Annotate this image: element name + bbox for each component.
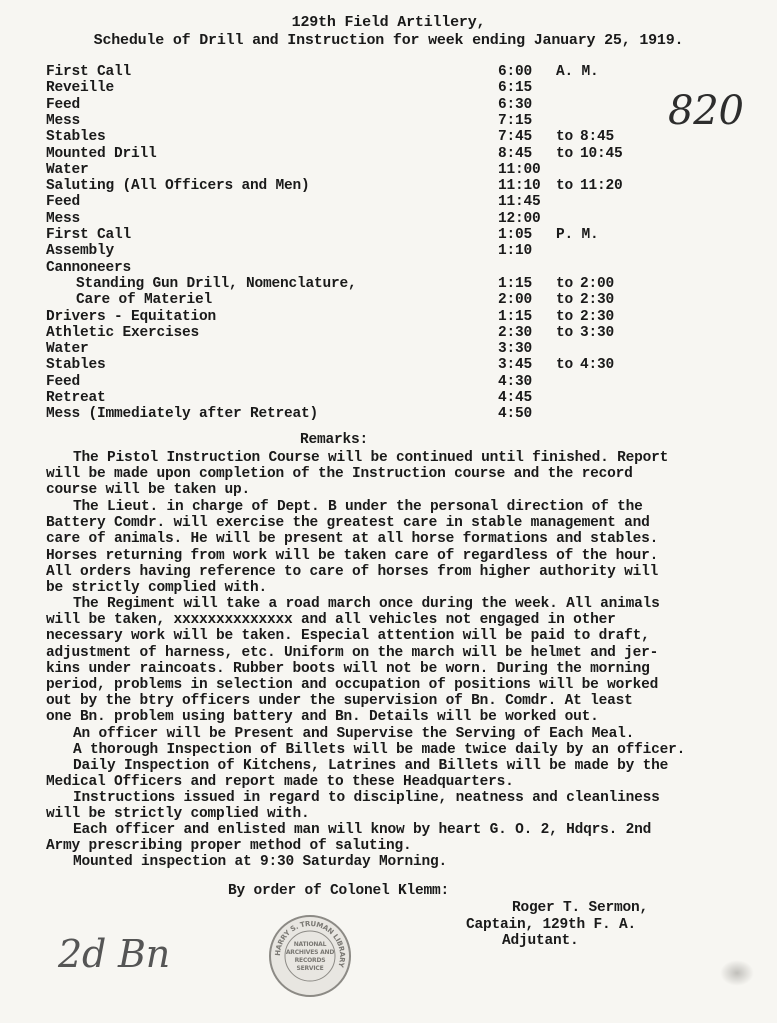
remark-billet-inspection <box>46 742 746 758</box>
start-time: 4:45 <box>498 390 533 406</box>
text-line: necessary work will be taken. Especial attention will be paid to draft, <box>46 628 650 645</box>
start-time: 1:10 <box>498 243 533 260</box>
end-time: 4:30 <box>580 357 615 374</box>
remark-saluting <box>46 822 746 854</box>
ink-stain <box>720 960 754 986</box>
time-separator: to <box>556 129 574 146</box>
time-separator: to <box>556 292 574 309</box>
unit-heading: 129th Field Artillery, <box>291 14 486 31</box>
text-line: Mounted inspection at 9:30 Saturday Morning. <box>73 854 448 870</box>
text-line: Daily Inspection of Kitchens, Latrines and Billets will be made by the <box>73 758 669 774</box>
activity-label: Cannoneers <box>46 259 132 276</box>
stamp-line: NATIONAL <box>293 941 327 948</box>
closing-line: By order of Colonel Klemm: <box>228 883 450 899</box>
activity-label: Assembly <box>46 243 115 260</box>
schedule-row <box>46 211 746 228</box>
remark-mounted-inspection <box>46 854 746 870</box>
schedule-row <box>46 80 746 97</box>
schedule-row <box>46 341 746 358</box>
text-line: period, problems in selection and occupation of positions will be worked <box>46 676 659 693</box>
remark-meal-officer <box>46 726 746 742</box>
start-time: 1:05 <box>498 227 533 243</box>
schedule-row <box>46 194 746 211</box>
start-time: 11:00 <box>498 161 541 178</box>
text-line: Each officer and enlisted man will know by heart G. O. 2, Hdqrs. 2nd <box>73 822 652 838</box>
text-line: out by the btry officers under the supervision of Bn. Comdr. At least <box>46 693 633 710</box>
text-line: An officer will be Present and Supervise the Serving of Each Meal. <box>73 726 635 742</box>
signer-title: Adjutant. <box>502 933 579 949</box>
text-line: All orders having reference to care of horses from higher authority will <box>46 563 659 580</box>
start-time: 11:45 <box>498 194 541 211</box>
end-time: 2:30 <box>580 292 615 309</box>
activity-label: Standing Gun Drill, Nomenclature, <box>76 275 357 292</box>
text-line: Horses returning from work will be taken care of regardless of the hour. <box>46 547 659 564</box>
time-separator: to <box>556 357 574 374</box>
text-line: will be taken, xxxxxxxxxxxxxx and all vehicles not engaged in other <box>46 612 616 629</box>
text-line: Army prescribing proper method of saluting. <box>46 838 412 855</box>
handwritten-note: 2d Bn <box>58 932 170 976</box>
activity-label: Mounted Drill <box>46 145 157 162</box>
schedule-row <box>46 129 746 146</box>
activity-label: Mess <box>46 210 81 227</box>
end-time: 2:30 <box>580 308 615 325</box>
stamp-ring-text: HARRY S. TRUMAN LIBRARY <box>273 919 347 969</box>
activity-label: Mess (Immediately after Retreat) <box>46 406 319 423</box>
start-time: 12:00 <box>498 210 541 227</box>
text-line: one Bn. problem using battery and Bn. Details will be worked out. <box>46 709 599 726</box>
end-time: 10:45 <box>580 145 623 162</box>
time-separator: to <box>556 145 574 162</box>
remarks-heading: Remarks: <box>300 432 369 448</box>
activity-label: Stables <box>46 129 106 146</box>
schedule-row <box>46 276 746 293</box>
end-time: 11:20 <box>580 178 623 195</box>
remark-kitchen-inspection <box>46 758 746 790</box>
activity-label: First Call <box>46 64 132 80</box>
schedule-row <box>46 64 746 81</box>
start-time: 4:50 <box>498 406 533 423</box>
activity-label: Stables <box>46 357 106 374</box>
schedule-title: Schedule of Drill and Instruction for week ending January 25, 1919. <box>93 32 684 49</box>
remark-pistol-course <box>46 450 746 499</box>
time-separator: to <box>556 178 574 195</box>
start-time: 6:30 <box>498 96 533 113</box>
schedule-row <box>46 113 746 130</box>
activity-label: Retreat <box>46 390 106 406</box>
start-time: 1:15 <box>498 275 533 292</box>
schedule-row <box>46 146 746 163</box>
activity-label: Water <box>46 161 89 178</box>
start-time: 4:30 <box>498 373 533 390</box>
schedule-row <box>46 292 746 309</box>
schedule-row <box>46 374 746 391</box>
text-line: The Regiment will take a road march once during the week. All animals <box>73 596 660 612</box>
start-time: 3:30 <box>498 341 533 358</box>
end-time: 2:00 <box>580 275 615 292</box>
start-time: 7:15 <box>498 112 533 129</box>
activity-label: Mess <box>46 112 81 129</box>
time-separator: A. M. <box>556 64 599 80</box>
activity-label: Feed <box>46 96 81 113</box>
start-time: 2:00 <box>498 292 533 309</box>
stamp-line: RECORDS <box>294 957 326 964</box>
schedule-row <box>46 390 746 407</box>
activity-label: Saluting (All Officers and Men) <box>46 178 310 195</box>
text-line: be strictly complied with. <box>46 579 268 596</box>
text-line: will be strictly complied with. <box>46 806 310 823</box>
activity-label: Reveille <box>46 80 115 97</box>
time-separator: P. M. <box>556 227 599 243</box>
text-line: The Pistol Instruction Course will be continued until finished. Report <box>73 450 669 466</box>
remark-stable-care <box>46 499 746 596</box>
stamp-line: SERVICE <box>296 965 324 972</box>
remark-road-march <box>46 596 746 726</box>
schedule-row <box>46 97 746 114</box>
start-time: 3:45 <box>498 357 533 374</box>
handwritten-number: 820 <box>668 88 744 134</box>
schedule-row <box>46 243 746 260</box>
schedule-row <box>46 260 746 277</box>
schedule-row <box>46 406 746 423</box>
activity-label: First Call <box>46 227 132 243</box>
archive-stamp-icon <box>268 914 352 998</box>
signer-rank: Captain, 129th F. A. <box>466 916 637 933</box>
start-time: 1:15 <box>498 308 533 325</box>
activity-label: Care of Materiel <box>76 292 213 309</box>
end-time: 3:30 <box>580 324 615 341</box>
activity-label: Drivers - Equitation <box>46 308 217 325</box>
start-time: 11:10 <box>498 178 541 195</box>
schedule-row <box>46 178 746 195</box>
text-line: course will be taken up. <box>46 482 251 499</box>
signer-name: Roger T. Sermon, <box>512 900 649 916</box>
activity-label: Feed <box>46 194 81 211</box>
schedule-row <box>46 309 746 326</box>
time-separator: to <box>556 324 574 341</box>
schedule-row <box>46 227 746 244</box>
schedule-row <box>46 325 746 342</box>
text-line: A thorough Inspection of Billets will be made twice daily by an officer. <box>73 742 686 758</box>
start-time: 8:45 <box>498 145 533 162</box>
text-line: Medical Officers and report made to these Headquarters. <box>46 774 514 791</box>
start-time: 7:45 <box>498 129 533 146</box>
schedule-row <box>46 357 746 374</box>
start-time: 6:00 <box>498 64 533 80</box>
remark-discipline <box>46 790 746 822</box>
stamp-line: ARCHIVES AND <box>285 949 335 956</box>
activity-label: Water <box>46 341 89 358</box>
activity-label: Athletic Exercises <box>46 324 200 341</box>
text-line: Instructions issued in regard to discipline, neatness and cleanliness <box>73 790 660 806</box>
text-line: The Lieut. in charge of Dept. B under the personal direction of the <box>73 499 643 515</box>
signature-block <box>466 900 648 950</box>
text-line: kins under raincoats. Rubber boots will not be worn. During the morning <box>46 660 650 677</box>
start-time: 2:30 <box>498 324 533 341</box>
time-separator: to <box>556 275 574 292</box>
text-line: care of animals. He will be present at all horse formations and stables. <box>46 531 659 548</box>
end-time: 8:45 <box>580 129 615 146</box>
text-line: adjustment of harness, etc. Uniform on the march will be helmet and jer- <box>46 644 659 661</box>
activity-label: Feed <box>46 373 81 390</box>
text-line: Battery Comdr. will exercise the greatest care in stable management and <box>46 515 650 532</box>
start-time: 6:15 <box>498 80 533 97</box>
time-separator: to <box>556 308 574 325</box>
text-line: will be made upon completion of the Instruction course and the record <box>46 466 633 483</box>
schedule-row <box>46 162 746 179</box>
